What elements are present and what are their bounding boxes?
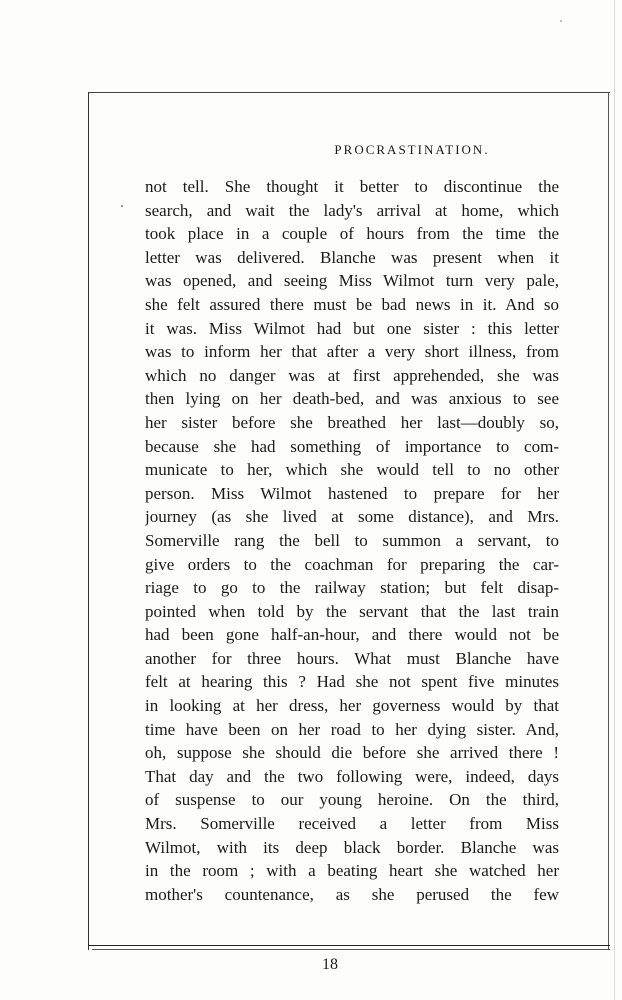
frame-rule-bottom-inner	[92, 949, 610, 950]
text-line: municate to her, which she would tell to no other	[145, 460, 559, 480]
text-line: give orders to the coachman for preparing the car-	[145, 554, 559, 574]
running-head: PROCRASTINATION.	[334, 142, 490, 157]
text-line: another for three hours. What must Blanche have	[145, 648, 559, 668]
frame-rule-bottom	[88, 945, 610, 946]
text-line: That day and the two following were, indeed, days	[145, 766, 559, 786]
text-line: then lying on her death-bed, and was anxious to see	[145, 389, 559, 409]
text-line: Mrs. Somerville received a letter from Miss	[145, 814, 559, 834]
text-line: Somerville rang the bell to summon a servant, to	[145, 530, 559, 550]
text-line: it was. Miss Wilmot had but one sister : this letter	[145, 318, 559, 338]
text-line: of suspense to our young heroine. On the third,	[145, 790, 559, 810]
body-text	[145, 175, 559, 906]
page-edge-shadow	[614, 0, 615, 1000]
text-line: journey (as she lived at some distance), and Mrs.	[145, 507, 559, 527]
text-line: was opened, and seeing Miss Wilmot turn very pale,	[145, 271, 559, 291]
text-line: had been gone half-an-hour, and there would not be	[145, 625, 559, 645]
frame-rule-top	[88, 92, 610, 93]
text-line: felt at hearing this ? Had she not spent five minutes	[145, 672, 559, 692]
text-line: riage to go to the railway station; but felt disap-	[145, 578, 559, 598]
text-line: time have been on her road to her dying sister. And,	[145, 719, 559, 739]
text-line: which no danger was at first apprehended, she was	[145, 365, 559, 385]
text-line: was to inform her that after a very short illness, from	[145, 342, 559, 362]
text-line: she felt assured there must be bad news in it. And so	[145, 294, 559, 314]
text-line: pointed when told by the servant that the last train	[145, 601, 559, 621]
text-line: mother's countenance, as she perused the few	[145, 884, 559, 904]
text-line: took place in a couple of hours from the time the	[145, 224, 559, 244]
text-line: in the room ; with a beating heart she watched her	[145, 861, 559, 881]
frame-rule-left	[88, 92, 89, 950]
text-line: letter was delivered. Blanche was present when it	[145, 247, 559, 267]
text-line: oh, suppose she should die before she arrived there !	[145, 743, 559, 763]
text-line: not tell. She thought it better to discontinue the	[145, 177, 559, 196]
text-line: in looking at her dress, her governess would by that	[145, 696, 559, 716]
page-number: 18	[322, 956, 338, 973]
ink-speck	[560, 20, 562, 22]
ink-speck	[121, 205, 123, 207]
text-line: because she had something of importance to com-	[145, 436, 559, 456]
text-line: her sister before she breathed her last—doubly so,	[145, 412, 559, 432]
frame-rule-right	[608, 92, 609, 950]
text-line: search, and wait the lady's arrival at home, which	[145, 200, 559, 220]
text-line: Wilmot, with its deep black border. Blanche was	[145, 837, 559, 857]
text-line: person. Miss Wilmot hastened to prepare for her	[145, 483, 559, 503]
